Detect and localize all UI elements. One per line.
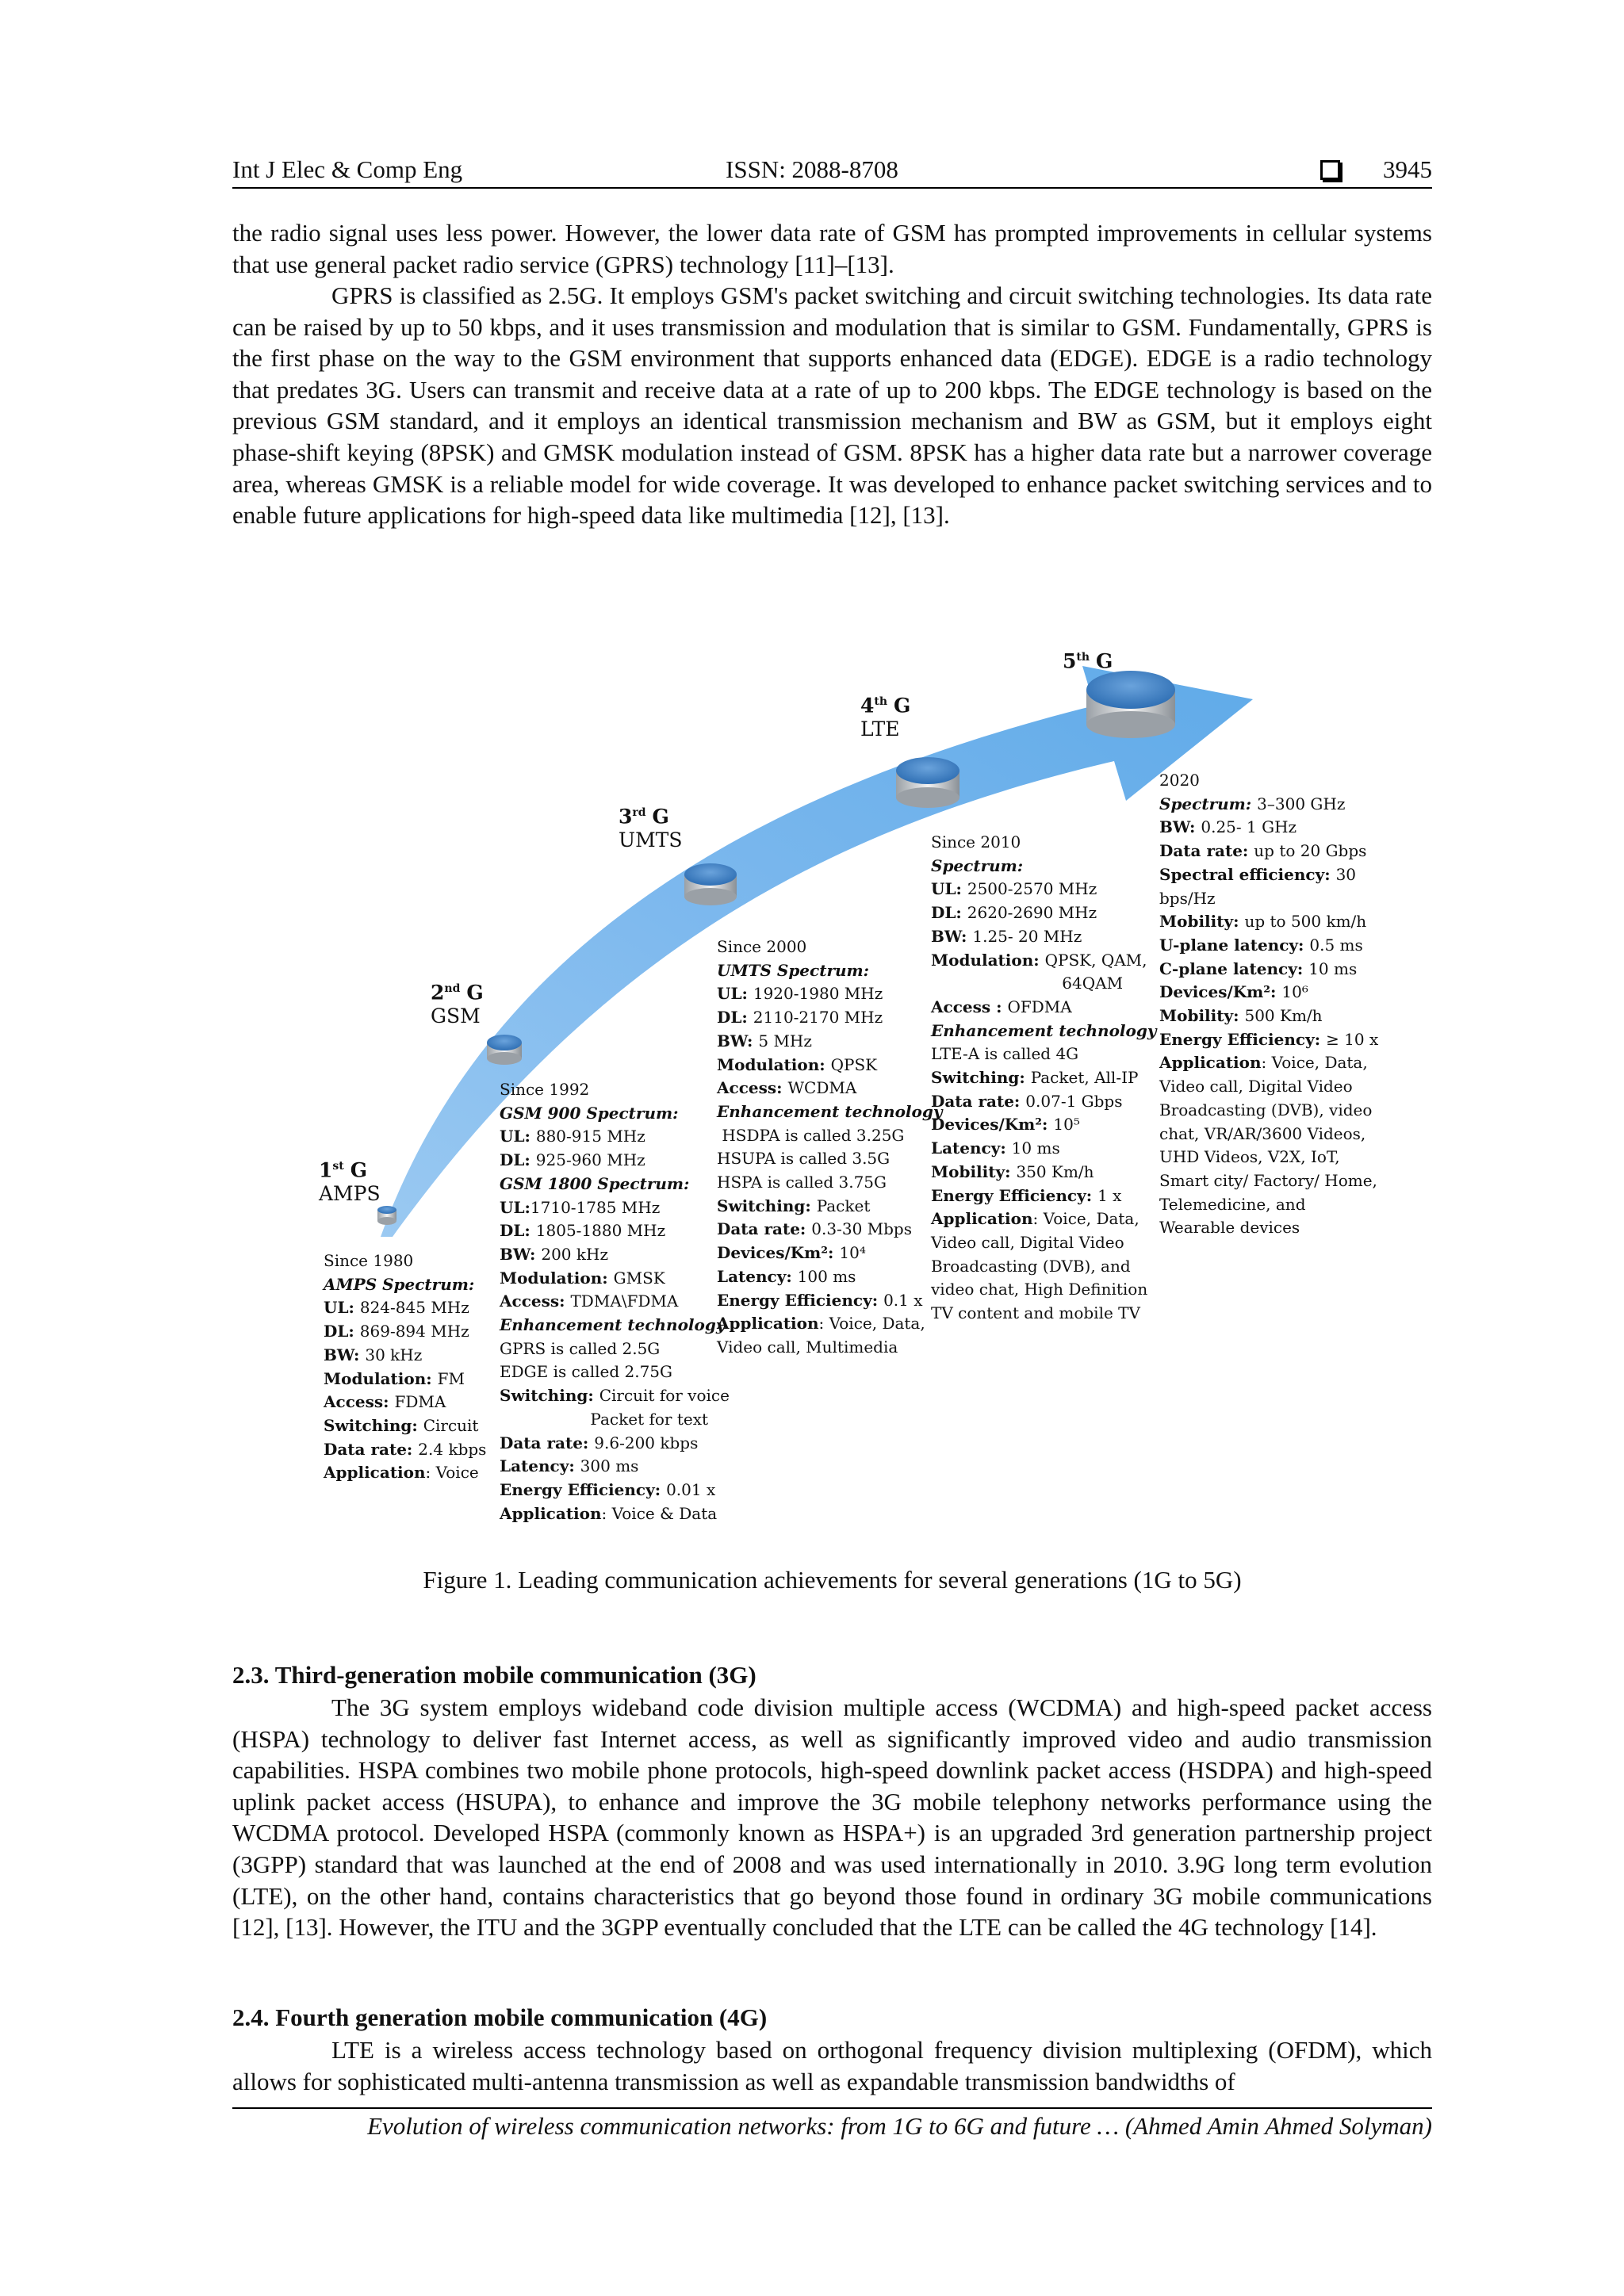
spec-key: Modulation: (717, 1054, 831, 1074)
running-footer: Evolution of wireless communication networks: from 1G to 6G and future … (Ahmed Amin Ahmed Solyman) (367, 2112, 1432, 2140)
spec-key: Application (500, 1503, 602, 1523)
disk-1g (377, 1206, 396, 1225)
spec-key: Application (717, 1314, 819, 1334)
spec-row (717, 1077, 942, 1100)
spec-key: Energy Efficiency: (717, 1290, 884, 1310)
spec-value: Telemedicine, and (1159, 1194, 1306, 1214)
spec-row (500, 1125, 730, 1149)
spec-value: Since 2010 (931, 832, 1021, 851)
spec-row (1159, 769, 1378, 793)
spec-row (931, 1113, 1156, 1137)
spec-value: 300 ms (580, 1456, 639, 1476)
spec-key: Data rate: (931, 1091, 1026, 1111)
spec-value: : Voice & Data (601, 1503, 718, 1523)
spec-list-5g (1159, 769, 1378, 1240)
spec-key: Application (324, 1463, 426, 1483)
spec-row (931, 949, 1156, 973)
spec-key: C-plane latency: (1159, 959, 1309, 978)
spec-row (1159, 863, 1378, 887)
spec-value: Circuit (423, 1415, 479, 1435)
spec-row (1159, 1075, 1378, 1099)
spec-value: Packet for text (500, 1409, 709, 1429)
spec-row (717, 1336, 942, 1360)
spec-row (717, 1124, 942, 1148)
gen-label-2g: 2nd G GSM (431, 981, 484, 1028)
spec-value: 0.3-30 Mbps (811, 1219, 912, 1239)
spec-key: BW: (717, 1031, 759, 1050)
spec-key: Access: (717, 1078, 788, 1098)
spec-value: chat, VR/AR/3600 Videos, (1159, 1123, 1366, 1143)
spec-value: HSUPA is called 3.5G (717, 1149, 891, 1169)
spec-key: UL: (931, 879, 967, 899)
spec-row (931, 972, 1156, 996)
spec-value: Packet (816, 1196, 871, 1215)
spec-key: Latency: (931, 1138, 1012, 1158)
spec-value: 350 Km/h (1016, 1161, 1094, 1181)
gen-label-4g: 4th G LTE (860, 694, 911, 741)
spec-row (324, 1438, 486, 1462)
spec-key: Latency: (717, 1266, 798, 1286)
spec-key: Application (1159, 1053, 1262, 1073)
spec-value: 0.1 x (883, 1290, 923, 1310)
spec-row (1159, 1004, 1378, 1028)
spec-key: UL: (500, 1127, 536, 1146)
spec-row (931, 1161, 1156, 1184)
gen-label-1g: 1st G AMPS (319, 1158, 381, 1206)
spec-value: 880-915 MHz (535, 1127, 645, 1146)
spec-value: Broadcasting (DVB), video (1159, 1100, 1373, 1119)
spec-value: Broadcasting (DVB), and (931, 1256, 1131, 1276)
spec-value: GMSK (613, 1268, 665, 1288)
spec-value: 925-960 MHz (535, 1150, 645, 1170)
spec-key: UL: (500, 1197, 530, 1217)
spec-row (324, 1320, 486, 1344)
spec-list-4g (931, 831, 1156, 1326)
spec-value: LTE-A is called 4G (931, 1044, 1079, 1064)
spec-value: QPSK, QAM, (1044, 950, 1147, 970)
spec-row (717, 936, 942, 959)
running-header (232, 155, 1432, 189)
section-heading: 2.4. Fourth generation mobile communication (4G) (232, 2003, 768, 2031)
spec-value: 1710-1785 MHz (530, 1197, 661, 1217)
spec-value: 869-894 MHz (359, 1322, 469, 1341)
spec-row (324, 1414, 486, 1438)
spec-row (1159, 840, 1378, 863)
spec-key: Modulation: (500, 1268, 614, 1288)
spec-row (500, 1219, 730, 1243)
gen-label-3g: 3rd G UMTS (619, 805, 683, 852)
spec-row (1159, 887, 1378, 911)
spec-row (931, 901, 1156, 925)
spec-key: Switching: (717, 1196, 817, 1215)
spec-row (717, 1171, 942, 1195)
spec-row (717, 1006, 942, 1030)
disk-2g (487, 1035, 522, 1065)
spec-value: up to 500 km/h (1244, 912, 1367, 932)
spec-row (931, 1255, 1156, 1279)
spec-value: 2500-2570 MHz (967, 879, 1097, 899)
spec-row (1159, 934, 1378, 958)
spec-value: EDGE is called 2.75G (500, 1362, 673, 1382)
spec-value: : Voice, Data, (1032, 1209, 1139, 1229)
spec-key: Spectrum: (1159, 794, 1258, 813)
spec-row (931, 1302, 1156, 1326)
spec-row (500, 1102, 730, 1126)
spec-row (324, 1273, 486, 1297)
spec-value: 30 (1335, 864, 1357, 884)
spec-row (1159, 1193, 1378, 1217)
spec-key: Data rate: (324, 1439, 419, 1459)
spec-key: UMTS Spectrum: (717, 960, 870, 980)
spec-key: DL: (324, 1322, 360, 1341)
spec-key: AMPS Spectrum: (324, 1274, 475, 1294)
spec-value: 2620-2690 MHz (967, 903, 1097, 923)
spec-value: TV content and mobile TV (931, 1303, 1140, 1323)
spec-row (717, 1218, 942, 1242)
spec-row (500, 1408, 730, 1432)
spec-value: OFDMA (1007, 997, 1072, 1016)
disk-5g (1086, 671, 1175, 738)
spec-key: DL: (717, 1008, 753, 1027)
spec-row (717, 1289, 942, 1313)
spec-row (931, 878, 1156, 901)
spec-key: Mobility: (1159, 1006, 1245, 1026)
spec-value: Packet, All-IP (1030, 1068, 1139, 1088)
spec-value: Video call, Digital Video (931, 1232, 1124, 1252)
body-paragraph: LTE is a wireless access technology based on orthogonal frequency division multiplexing (OFDM), which allows for sophisticated multi-antenna transmission as well as expandable transmission bandwidths of (232, 2036, 1432, 2095)
spec-row (1159, 958, 1378, 982)
spec-value: HSPA is called 3.75G (717, 1173, 887, 1192)
spec-row (500, 1502, 730, 1526)
spec-row (500, 1267, 730, 1291)
spec-value: 9.6-200 kbps (594, 1433, 699, 1452)
spec-key: Switching: (324, 1415, 423, 1435)
spec-key: Enhancement technology (717, 1101, 943, 1121)
spec-value: Circuit for voice (599, 1386, 730, 1406)
spec-row (500, 1149, 730, 1173)
spec-value: 0.25- 1 GHz (1201, 817, 1297, 837)
spec-key: GSM 1800 Spectrum: (500, 1173, 690, 1193)
issn: ISSN: 2088-8708 (726, 155, 898, 183)
spec-value: 824-845 MHz (359, 1298, 469, 1318)
disk-4g (896, 757, 959, 808)
spec-value: : Voice (425, 1463, 479, 1483)
spec-key: Devices/Km²: (931, 1115, 1054, 1135)
spec-value: 200 kHz (541, 1244, 608, 1264)
spec-row (324, 1344, 486, 1368)
spec-row (1159, 793, 1378, 817)
spec-row (717, 1030, 942, 1054)
journal-name: Int J Elec & Comp Eng (232, 155, 463, 183)
spec-row (324, 1461, 486, 1485)
spec-value: 2020 (1159, 771, 1200, 790)
disk-3g (684, 863, 737, 905)
spec-row (500, 1337, 730, 1361)
spec-value: 1805-1880 MHz (535, 1221, 666, 1241)
spec-row (500, 1078, 730, 1102)
spec-row (717, 959, 942, 983)
spec-key: Data rate: (500, 1433, 595, 1452)
spec-key: BW: (500, 1244, 542, 1264)
spec-row (931, 1184, 1156, 1208)
spec-row (931, 925, 1156, 949)
spec-key: DL: (500, 1221, 536, 1241)
spec-row (500, 1290, 730, 1314)
spec-row (1159, 1146, 1378, 1169)
spec-value: Video call, Digital Video (1159, 1077, 1353, 1096)
spec-value: 3–300 GHz (1257, 794, 1346, 813)
footer-rule (232, 2107, 1432, 2109)
spec-value: 2.4 kbps (418, 1439, 487, 1459)
spec-value: UHD Videos, V2X, IoT, (1159, 1147, 1340, 1167)
spec-value: 0.5 ms (1309, 935, 1363, 955)
spec-value: 10⁶ (1281, 982, 1308, 1002)
spec-key: DL: (500, 1150, 536, 1170)
spec-row (500, 1314, 730, 1337)
spec-key: Modulation: (931, 950, 1045, 970)
spec-row (931, 996, 1156, 1020)
spec-value: Since 1980 (324, 1251, 414, 1270)
spec-row (1159, 1216, 1378, 1240)
spec-key: Switching: (931, 1068, 1031, 1088)
spec-key: Spectrum: (931, 855, 1024, 875)
spec-key: GSM 900 Spectrum: (500, 1103, 679, 1123)
spec-key: Switching: (500, 1386, 599, 1406)
spec-key: BW: (1159, 817, 1201, 837)
spec-row (1159, 816, 1378, 840)
spec-value: FM (437, 1368, 465, 1388)
spec-row (1159, 1099, 1378, 1123)
spec-row (324, 1368, 486, 1391)
spec-row (717, 1195, 942, 1219)
spec-value: Video call, Multimedia (717, 1337, 898, 1357)
spec-key: Energy Efficiency: (931, 1185, 1098, 1205)
spec-row (931, 1090, 1156, 1114)
spec-row (717, 1242, 942, 1265)
spec-key: BW: (931, 926, 973, 946)
spec-value: TDMA\FDMA (570, 1292, 679, 1311)
figure-caption: Figure 1. Leading communication achievements for several generations (1G to 5G) (423, 1566, 1242, 1594)
spec-value: 10 ms (1011, 1138, 1060, 1158)
spec-key: DL: (931, 903, 967, 923)
spec-value: : Voice, Data, (818, 1314, 925, 1334)
spec-value: 5 MHz (758, 1031, 812, 1050)
spec-value: 100 ms (797, 1266, 856, 1286)
body-paragraph: GPRS is classified as 2.5G. It employs GSM's packet switching and circuit switching technologies. Its data rate can be raised by up to 50 kbps, and it uses transmission and modulation that is similar to GSM. Fundamentally, GPRS is the first phase on the way to the GSM environment that supports enhanced data (EDGE). EDGE is a radio technology that predates 3G. Users can transmit and receive data at a rate of up to 200 kbps. The EDGE technology is based on the previous GSM standard, and it employs an identical transmission mechanism and BW as GSM, but it employs eight phase-shift keying (8PSK) and GMSK modulation instead of GSM. 8PSK has a higher data rate but a narrower coverage area, whereas GMSK is a reliable model for wide coverage. It was developed to enhance packet switching services and to enable future applications for high-speed data like multimedia [12], [13]. (232, 281, 1432, 530)
spec-row (500, 1243, 730, 1267)
spec-value: 10⁴ (839, 1243, 866, 1263)
spec-row (500, 1196, 730, 1220)
spec-row (324, 1296, 486, 1320)
spec-key: Enhancement technology (500, 1315, 726, 1335)
spec-value: Since 2000 (717, 937, 807, 956)
generations-figure (301, 634, 1380, 1538)
spec-value: 10 ms (1308, 959, 1358, 978)
spec-value: 1920-1980 MHz (753, 984, 883, 1004)
spec-row (931, 1020, 1156, 1043)
spec-row (324, 1249, 486, 1273)
spec-row (931, 1137, 1156, 1161)
spec-value: QPSK (830, 1054, 878, 1074)
spec-value: GPRS is called 2.5G (500, 1338, 661, 1358)
spec-key: Energy Efficiency: (1159, 1029, 1327, 1049)
spec-key: Devices/Km²: (1159, 982, 1282, 1002)
spec-key: Spectral efficiency: (1159, 864, 1336, 884)
spec-row (717, 1054, 942, 1077)
spec-row (717, 982, 942, 1006)
spec-value: 0.01 x (666, 1479, 716, 1499)
spec-value: 30 kHz (365, 1345, 423, 1364)
spec-value: video chat, High Definition (931, 1280, 1148, 1299)
spec-value: WCDMA (787, 1078, 857, 1098)
spec-value: 64QAM (931, 974, 1124, 993)
spec-row (931, 855, 1156, 878)
spec-row (717, 1312, 942, 1336)
spec-row (717, 1265, 942, 1289)
spec-key: Mobility: (1159, 912, 1245, 932)
spec-value: Since 1992 (500, 1080, 590, 1099)
spec-row (717, 1100, 942, 1124)
spec-row (931, 831, 1156, 855)
gen-label-5g: 5th G (1063, 649, 1113, 673)
spec-value: HSDPA is called 3.25G (717, 1125, 905, 1145)
spec-row (500, 1360, 730, 1384)
spec-key: UL: (717, 984, 753, 1004)
spec-key: UL: (324, 1298, 360, 1318)
spec-key: Application (931, 1209, 1033, 1229)
spec-row (931, 1231, 1156, 1255)
spec-key: Access: (324, 1392, 395, 1412)
spec-value: 10⁵ (1053, 1115, 1080, 1135)
spec-row (500, 1384, 730, 1408)
spec-value: 1 x (1097, 1185, 1122, 1205)
spec-row (717, 1147, 942, 1171)
spec-list-2g (500, 1078, 730, 1525)
square-icon (1320, 160, 1340, 180)
spec-key: Mobility: (931, 1161, 1017, 1181)
spec-value: 500 Km/h (1244, 1006, 1323, 1026)
spec-key: Energy Efficiency: (500, 1479, 667, 1499)
spec-row (1159, 981, 1378, 1004)
section-heading: 2.3. Third-generation mobile communication (3G) (232, 1661, 756, 1689)
spec-row (1159, 1169, 1378, 1193)
spec-value: FDMA (394, 1392, 446, 1412)
spec-row (324, 1391, 486, 1414)
spec-row (1159, 1028, 1378, 1052)
spec-row (931, 1066, 1156, 1090)
spec-value: 1.25- 20 MHz (972, 926, 1082, 946)
spec-value: Wearable devices (1159, 1218, 1300, 1238)
spec-row (931, 1278, 1156, 1302)
spec-list-1g (324, 1249, 486, 1485)
spec-row (500, 1432, 730, 1456)
spec-row (1159, 910, 1378, 934)
spec-value: 0.07-1 Gbps (1025, 1091, 1123, 1111)
spec-key: Data rate: (717, 1219, 812, 1239)
spec-key: BW: (324, 1345, 366, 1364)
spec-key: Access : (931, 997, 1008, 1016)
spec-list-3g (717, 936, 942, 1360)
spec-key: Access: (500, 1292, 571, 1311)
spec-row (1159, 1123, 1378, 1146)
spec-row (931, 1043, 1156, 1066)
spec-row (931, 1207, 1156, 1231)
body-paragraph: The 3G system employs wideband code division multiple access (WCDMA) and high-speed packet access (HSPA) technology to deliver fast Internet access, as well as significantly improved video and audio transmission capabilities. HSPA combines two mobile phone protocols, high-speed downlink packet access (HSDPA) and high-speed uplink packet access (HSUPA), to enhance and improve the 3G mobile telephony networks performance using the WCDMA protocol. Developed HSPA (commonly known as HSPA+) is an upgraded 3rd generation partnership project (3GPP) standard that was launched at the end of 2008 and was used internationally in 2010. 3.9G long term evolution (LTE), on the other hand, contains characteristics that go beyond those found in ordinary 3G mobile communications [12], [13]. However, the ITU and the 3GPP eventually concluded that the LTE can be called the 4G technology [14]. (232, 1693, 1432, 1942)
spec-key: Enhancement technology (931, 1020, 1157, 1040)
page-number: 3945 (1383, 155, 1432, 183)
spec-key: Devices/Km²: (717, 1243, 840, 1263)
body-paragraph: the radio signal uses less power. However, the lower data rate of GSM has prompted improvements in cellular systems that use general packet radio service (GPRS) technology [11]–[13]. (232, 219, 1432, 278)
spec-key: Latency: (500, 1456, 580, 1476)
spec-value: : Voice, Data, (1261, 1053, 1368, 1073)
spec-row (1159, 1051, 1378, 1075)
spec-row (500, 1479, 730, 1502)
spec-row (500, 1173, 730, 1196)
spec-value: Smart city/ Factory/ Home, (1159, 1170, 1377, 1190)
spec-value: bps/Hz (1159, 888, 1216, 908)
spec-value: 2110-2170 MHz (753, 1008, 883, 1027)
spec-key: Data rate: (1159, 841, 1254, 861)
spec-row (500, 1455, 730, 1479)
spec-value: up to 20 Gbps (1254, 841, 1367, 861)
spec-value: ≥ 10 x (1326, 1029, 1379, 1049)
spec-key: U-plane latency: (1159, 935, 1310, 955)
spec-key: Modulation: (324, 1368, 438, 1388)
